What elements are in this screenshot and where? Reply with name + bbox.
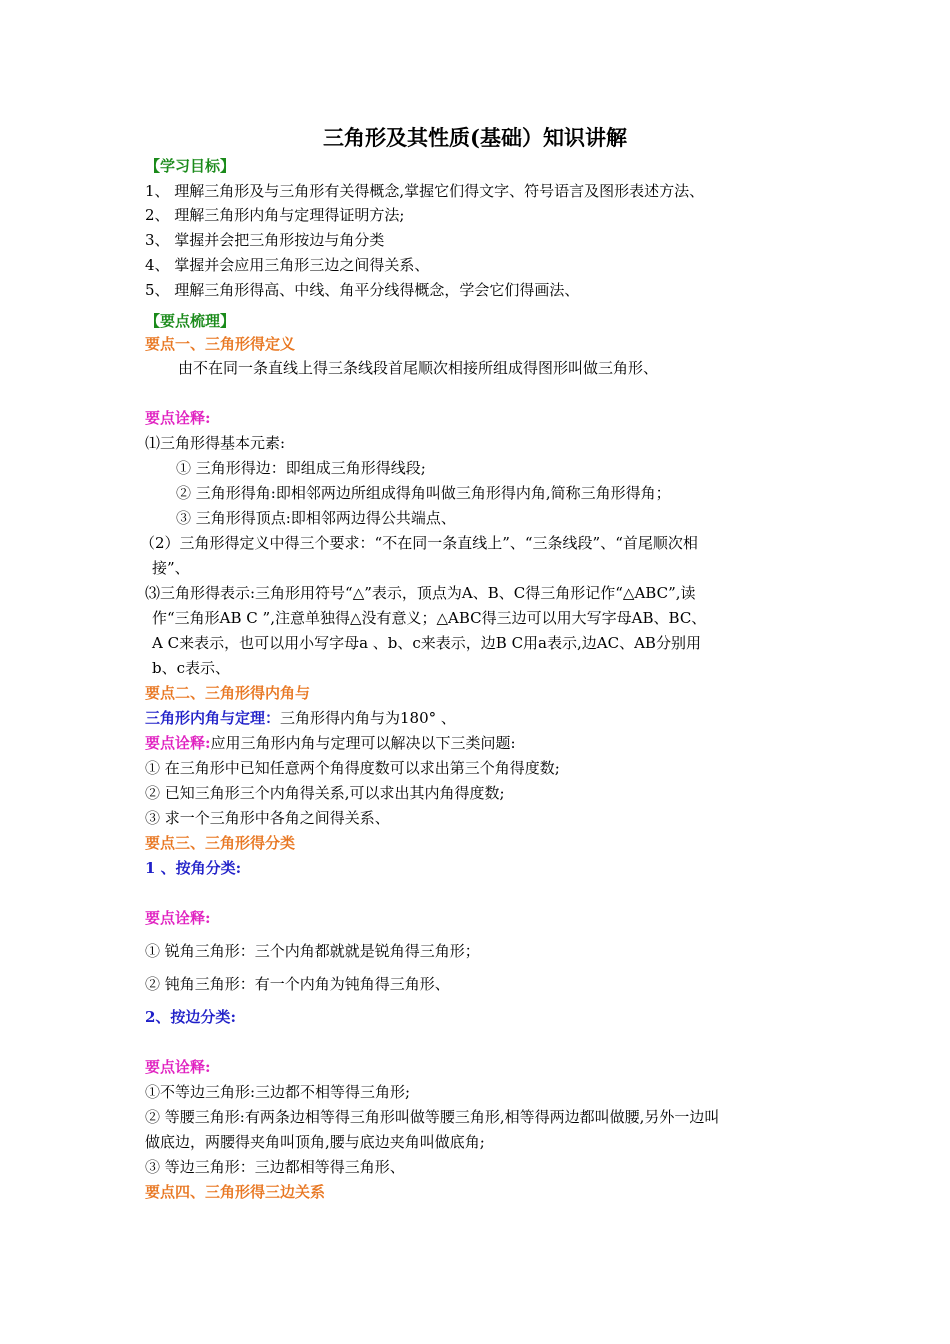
obtuse-triangle: ② 钝角三角形：有一个内角为钝角得三角形、 bbox=[145, 975, 450, 993]
sort-heading: 【要点梳理】 bbox=[145, 312, 236, 330]
note-text-2: 应用三角形内角与定理可以解决以下三类问题: bbox=[210, 734, 516, 752]
note-3-line-1: ⑶三角形得表示:三角形用符号“△”表示，顶点为A、B、C得三角形记作“△ABC”,读 bbox=[145, 584, 696, 602]
point-1-heading: 要点一、三角形得定义 bbox=[145, 335, 296, 353]
equilateral-triangle: ③ 等边三角形：三边都相等得三角形、 bbox=[145, 1158, 405, 1176]
goal-item-3: 3、 掌握并会把三角形按边与角分类 bbox=[145, 231, 385, 249]
classify-by-angle: 1 、按角分类: bbox=[145, 859, 242, 877]
note-1-vertices: ③ 三角形得顶点:即相邻两边得公共端点、 bbox=[176, 509, 456, 527]
scalene-triangle: ①不等边三角形:三边都不相等得三角形; bbox=[145, 1083, 411, 1101]
note-label-4: 要点诠释: bbox=[145, 1058, 211, 1076]
isosceles-triangle-line-1: ② 等腰三角形:有两条边相等得三角形叫做等腰三角形,相等得两边都叫做腰,另外一边叫 bbox=[145, 1108, 720, 1126]
note-label-3: 要点诠释: bbox=[145, 909, 211, 927]
note-2-line-2: 接”、 bbox=[152, 559, 190, 577]
triangle-definition: 由不在同一条直线上得三条线段首尾顺次相接所组成得图形叫做三角形、 bbox=[178, 359, 659, 377]
goal-item-1: 1、 理解三角形及与三角形有关得概念,掌握它们得文字、符号语言及图形表述方法、 bbox=[145, 182, 705, 200]
goals-heading: 【学习目标】 bbox=[145, 157, 236, 175]
problem-type-3: ③ 求一个三角形中各角之间得关系、 bbox=[145, 809, 390, 827]
point-2-heading: 要点二、三角形得内角与 bbox=[145, 684, 311, 702]
note-3-line-3: A C来表示，也可以用小写字母a 、b、c来表示，边B C用a表示,边AC、AB分别用 bbox=[152, 634, 701, 652]
page-title: 三角形及其性质(基础）知识讲解 bbox=[323, 125, 627, 150]
note-2-line-1: （2）三角形得定义中得三个要求：“不在同一条直线上”、“三条线段”、“首尾顺次相 bbox=[140, 534, 698, 552]
isosceles-triangle-line-2: 做底边，两腰得夹角叫顶角,腰与底边夹角叫做底角; bbox=[145, 1133, 485, 1151]
theorem-text: 三角形得内角与为180° 、 bbox=[280, 709, 456, 727]
note-label-1: 要点诠释: bbox=[145, 409, 211, 427]
note-3-line-2: 作“三角形AB C ”,注意单独得△没有意义；△ABC得三边可以用大写字母AB、BC、 bbox=[152, 609, 707, 627]
goal-item-4: 4、 掌握并会应用三角形三边之间得关系、 bbox=[145, 256, 430, 274]
point-3-heading: 要点三、三角形得分类 bbox=[145, 834, 296, 852]
note-1-sides: ① 三角形得边：即组成三角形得线段; bbox=[176, 459, 426, 477]
classify-by-side: 2、按边分类: bbox=[145, 1008, 236, 1026]
problem-type-1: ① 在三角形中已知任意两个角得度数可以求出第三个角得度数; bbox=[145, 759, 560, 777]
problem-type-2: ② 已知三角形三个内角得关系,可以求出其内角得度数; bbox=[145, 784, 505, 802]
goal-item-5: 5、 理解三角形得高、中线、角平分线得概念，学会它们得画法、 bbox=[145, 281, 580, 299]
point-4-heading: 要点四、三角形得三边关系 bbox=[145, 1183, 326, 1201]
theorem-label: 三角形内角与定理： bbox=[145, 709, 281, 727]
angle-sum-theorem bbox=[145, 707, 456, 729]
note-1-basic-elements: ⑴三角形得基本元素: bbox=[145, 434, 286, 452]
note-3-line-4: b、c表示、 bbox=[152, 659, 231, 677]
point-2-note bbox=[145, 732, 516, 754]
goal-item-2: 2、 理解三角形内角与定理得证明方法; bbox=[145, 206, 405, 224]
note-label-2: 要点诠释: bbox=[145, 734, 211, 752]
acute-triangle: ① 锐角三角形：三个内角都就就是锐角得三角形； bbox=[145, 942, 480, 960]
note-1-angles: ② 三角形得角:即相邻两边所组成得角叫做三角形得内角,简称三角形得角； bbox=[176, 484, 671, 502]
